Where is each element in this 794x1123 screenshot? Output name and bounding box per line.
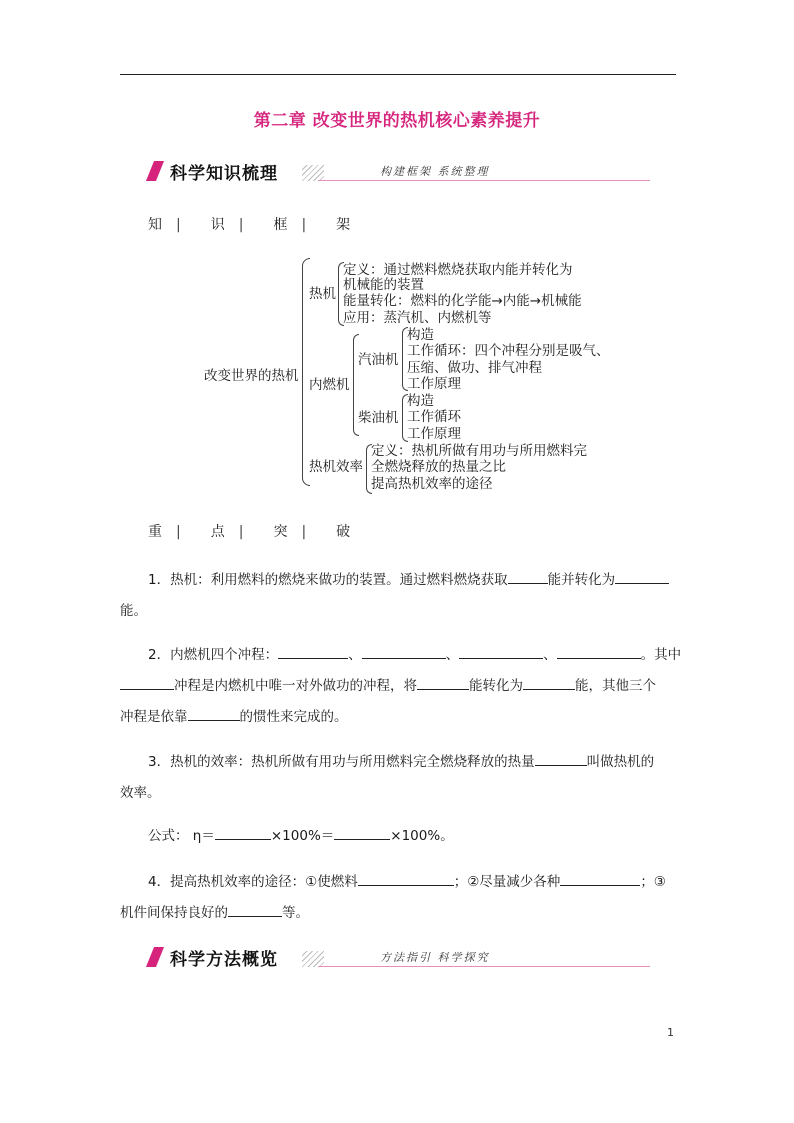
question-2-line-3: 冲程是依靠 的惯性来完成的。 [120,705,348,725]
section-banner-methods [150,945,510,969]
banner-slash-icon [146,947,164,967]
question-3-line-2: 效率。 [120,785,161,801]
section-banner-knowledge [150,159,510,183]
banner-hatch [302,951,324,967]
banner-slash-icon [146,161,164,181]
tree-gas: 汽油机 [358,352,399,368]
blank-field[interactable] [334,825,390,840]
blank-field[interactable] [358,871,454,886]
blank-field[interactable] [560,871,640,886]
tree-gas-a: 构造 [407,327,434,343]
blank-field[interactable] [535,751,587,766]
tree-gas-b: 工作循环：四个冲程分别是吸气、 [407,343,610,359]
banner-title: 科学方法概览 [170,950,278,970]
banner-subtitle: 构建框架 系统整理 [380,165,490,178]
tree-dsl-c: 工作原理 [407,426,461,442]
blank-field[interactable] [459,644,543,659]
banner-subtitle: 方法指引 科学探究 [380,951,490,964]
page-title: 第二章 改变世界的热机核心素养提升 [253,111,541,131]
question-1-line-2: 能。 [120,603,147,619]
question-2-line-2: 冲程是内燃机中唯一对外做功的冲程，将 能转化为 能，其他三个 [120,674,656,694]
tree-eff-a: 定义：热机所做有用功与所用燃料完 [371,443,587,459]
banner-underline [318,180,650,181]
tree-energy: 能量转化：燃料的化学能→内能→机械能 [343,293,582,309]
blank-field[interactable] [417,675,469,690]
subheading-knowledge-frame: 知 | 识 | 框 | 架 [148,217,351,233]
question-4-line-2: 机件间保持良好的 等。 [120,901,309,921]
tree-ice: 内燃机 [309,377,350,393]
tree-eff-b: 全燃烧释放的热量之比 [371,459,506,475]
tree-heat-engine: 热机 [309,286,336,302]
page-number: 1 [667,1026,674,1039]
blank-field[interactable] [362,644,446,659]
question-1-line-1: 1．热机：利用燃料的燃烧来做功的装置。通过燃料燃烧获取 能并转化为 [148,568,669,588]
tree-eff-c: 提高热机效率的途径 [371,476,493,492]
banner-hatch [302,165,324,181]
blank-field[interactable] [228,902,282,917]
tree-def1: 定义：通过燃料燃烧获取内能并转化为 [343,262,573,278]
tree-dsl-b: 工作循环 [407,409,461,425]
blank-field[interactable] [557,644,641,659]
formula-line: 公式： η＝ ×100%＝ ×100%。 [148,824,454,844]
tree-apply: 应用：蒸汽机、内燃机等 [343,310,492,326]
banner-underline [318,966,650,967]
blank-field[interactable] [120,675,174,690]
tree-def1b: 机械能的装置 [343,277,424,293]
tree-dsl-a: 构造 [407,393,434,409]
tree-root: 改变世界的热机 [204,368,299,384]
subheading-key-points: 重 | 点 | 突 | 破 [148,524,351,540]
blank-field[interactable] [615,569,669,584]
question-4-line-1: 4．提高热机效率的途径：①使燃料 ；②尽量减少各种 ；③ [148,870,666,890]
blank-field[interactable] [215,825,271,840]
blank-field[interactable] [523,675,575,690]
banner-title: 科学知识梳理 [170,164,278,184]
tree-diesel: 柴油机 [358,410,399,426]
tree-gas-c: 压缩、做功、排气冲程 [407,360,542,376]
blank-field[interactable] [188,706,240,721]
header-rule [120,74,676,75]
question-3-line-1: 3．热机的效率：热机所做有用功与所用燃料完全燃烧释放的热量 叫做热机的 [148,750,654,770]
question-2-line-1: 2．内燃机四个冲程： 、 、 、 。其中 [148,643,681,663]
tree-eff: 热机效率 [309,459,363,475]
blank-field[interactable] [508,569,548,584]
tree-gas-d: 工作原理 [407,376,461,392]
blank-field[interactable] [278,644,348,659]
